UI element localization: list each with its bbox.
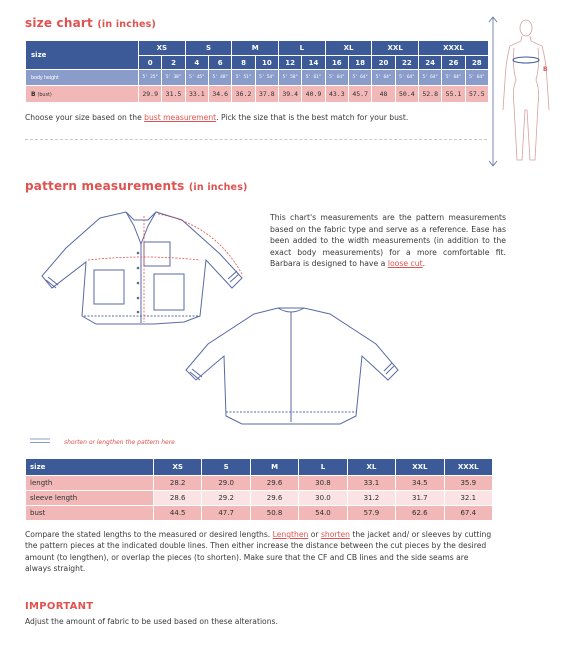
eu-size-cell: 22: [395, 56, 418, 70]
eu-size-cell: 4: [185, 56, 208, 70]
body-height-cell: 5' 64": [372, 70, 395, 86]
important-heading: IMPORTANT: [25, 601, 94, 612]
eu-size-cell: 12: [279, 56, 302, 70]
bust-cell: 45.7: [348, 86, 371, 103]
jacket-buttons: [137, 252, 140, 314]
table-cell: 29.0: [202, 476, 250, 491]
pattern-table-header: [26, 459, 493, 476]
body-height-cell: 5' 38": [162, 70, 185, 86]
eu-size-cell: 20: [372, 56, 395, 70]
table-cell: 54.0: [299, 506, 347, 521]
table-row: [26, 476, 493, 491]
body-height-cell: 5' 64": [348, 70, 371, 86]
row-label: length: [26, 476, 154, 491]
table-cell: 34.5: [396, 476, 444, 491]
table-cell: 31.7: [396, 491, 444, 506]
size-header-cell: XS: [139, 41, 186, 56]
size-header-cell: XXL: [372, 41, 419, 56]
section-divider: [25, 139, 487, 140]
body-height-cell: 5' 25": [139, 70, 162, 86]
table-cell: 29.6: [250, 476, 298, 491]
eu-size-cell: 10: [255, 56, 278, 70]
eu-size-cell: 0: [139, 56, 162, 70]
table-row: [26, 491, 493, 506]
size-note-before: Choose your size based on the: [25, 113, 145, 122]
pattern-size-cell: M: [250, 459, 298, 476]
body-height-cell: 5' 64": [395, 70, 418, 86]
table-row: [26, 506, 493, 521]
pattern-size-cell: XXXL: [444, 459, 492, 476]
table-cell: 28.6: [154, 491, 202, 506]
pattern-description: [270, 212, 506, 270]
size-header-cell: XL: [325, 41, 372, 56]
bust-cell: 39.4: [279, 86, 302, 103]
body-height-row: [26, 70, 489, 86]
table-cell: 30.0: [299, 491, 347, 506]
row-label: sleeve length: [26, 491, 154, 506]
size-chart-header-label: size: [26, 41, 139, 70]
table-cell: 28.2: [154, 476, 202, 491]
bust-cell: 55.1: [442, 86, 465, 103]
table-cell: 47.7: [202, 506, 250, 521]
size-header-cell: S: [185, 41, 232, 56]
double-line-legend-icon: [30, 437, 52, 445]
bust-marker-label: B: [543, 66, 548, 73]
body-height-label: body height: [26, 70, 139, 86]
eu-size-cell: 14: [302, 56, 325, 70]
size-chart-title: [25, 16, 156, 30]
eu-size-cell: 8: [232, 56, 255, 70]
bust-cell: 34.6: [209, 86, 232, 103]
eu-size-cell: 16: [325, 56, 348, 70]
body-height-cell: 5' 58": [279, 70, 302, 86]
shorten-link[interactable]: shorten: [320, 530, 350, 539]
pattern-size-cell: S: [202, 459, 250, 476]
size-chart-table: [25, 40, 489, 103]
body-height-cell: 5' 48": [209, 70, 232, 86]
bust-label-letter: B: [31, 90, 36, 98]
pattern-size-cell: XL: [347, 459, 395, 476]
size-header-cell: XXXL: [419, 41, 489, 56]
size-note-after: . Pick the size that is the best match for your bust.: [216, 113, 409, 122]
lengthen-link[interactable]: Lengthen: [272, 530, 309, 539]
body-figure-illustration: [486, 10, 566, 170]
bust-cell: 50.4: [395, 86, 418, 103]
body-height-cell: 5' 45": [185, 70, 208, 86]
pattern-size-cell: XXL: [396, 459, 444, 476]
alteration-instructions: [25, 529, 495, 574]
table-cell: 35.9: [444, 476, 492, 491]
table-cell: 62.6: [396, 506, 444, 521]
table-cell: 50.8: [250, 506, 298, 521]
pattern-header-label: size: [26, 459, 154, 476]
bust-measurement-link[interactable]: bust measurement: [144, 113, 217, 122]
table-cell: 44.5: [154, 506, 202, 521]
instr-part-2: the jacket and/ or sleeves by cutting the pattern pieces at the indicated double lines. Then either increase the distance between the cut pieces by the desired amount (to lengthen), or overlap the pieces (to shorten). Make sure that the CF and CB lines and the side seams are always straight.: [25, 530, 492, 573]
body-height-cell: 5' 64": [442, 70, 465, 86]
instr-part-1: Compare the stated lengths to the measured or desired lengths.: [25, 530, 273, 539]
body-height-cell: 5' 61": [302, 70, 325, 86]
size-chart-header-row: [26, 41, 489, 56]
table-cell: 67.4: [444, 506, 492, 521]
eu-size-cell: 6: [209, 56, 232, 70]
legend-text: shorten or lengthen the pattern here: [64, 439, 175, 446]
size-header-cell: M: [232, 41, 279, 56]
pattern-title-text: pattern measurements: [25, 179, 185, 193]
bust-cell: 52.8: [419, 86, 442, 103]
table-cell: 29.2: [202, 491, 250, 506]
body-height-cell: 5' 64": [325, 70, 348, 86]
bust-cell: 40.9: [302, 86, 325, 103]
bust-cell: 37.8: [255, 86, 278, 103]
bust-cell: 57.5: [465, 86, 488, 103]
bust-row: [26, 86, 489, 103]
pattern-desc-before: This chart's measurements are the pattern measurements based on the fabric type and serve as a reference. Ease has been added to the width measurements (in addition to the exact body measurements) for a more comfortable fit. Barbara is designed to have a: [270, 213, 506, 269]
bust-label-suffix: (bust): [37, 92, 52, 98]
eu-size-cell: 18: [348, 56, 371, 70]
pattern-title: [25, 179, 248, 193]
important-text: Adjust the amount of fabric to be used based on these alterations.: [25, 617, 278, 626]
body-height-cell: 5' 51": [232, 70, 255, 86]
eu-size-cell: 26: [442, 56, 465, 70]
body-height-cell: 5' 54": [255, 70, 278, 86]
bust-cell: 33.1: [185, 86, 208, 103]
jacket-back-illustration: [180, 304, 404, 430]
pattern-desc-after: .: [422, 259, 426, 269]
table-cell: 57.9: [347, 506, 395, 521]
table-cell: 32.1: [444, 491, 492, 506]
bust-cell: 29.9: [139, 86, 162, 103]
pattern-unit: (in inches): [188, 182, 248, 193]
body-height-cell: 5' 64": [419, 70, 442, 86]
table-cell: 33.1: [347, 476, 395, 491]
pattern-size-cell: XS: [154, 459, 202, 476]
loose-cut-link[interactable]: loose cut: [387, 259, 423, 269]
pattern-table: [25, 458, 493, 521]
instr-or: or: [308, 530, 321, 539]
table-cell: 29.6: [250, 491, 298, 506]
eu-size-cell: 28: [465, 56, 488, 70]
body-height-cell: 5' 64": [465, 70, 488, 86]
table-cell: 31.2: [347, 491, 395, 506]
eu-size-cell: 24: [419, 56, 442, 70]
bust-cell: 43.3: [325, 86, 348, 103]
bust-label: [26, 86, 139, 103]
row-label: bust: [26, 506, 154, 521]
eu-size-cell: 2: [162, 56, 185, 70]
bust-cell: 31.5: [162, 86, 185, 103]
size-chart-note: [25, 112, 495, 124]
bust-cell: 48: [372, 86, 395, 103]
pattern-size-cell: L: [299, 459, 347, 476]
size-chart-unit: (in inches): [97, 19, 157, 30]
size-chart-title-text: size chart: [25, 16, 93, 30]
bust-cell: 36.2: [232, 86, 255, 103]
table-cell: 30.8: [299, 476, 347, 491]
size-header-cell: L: [279, 41, 326, 56]
